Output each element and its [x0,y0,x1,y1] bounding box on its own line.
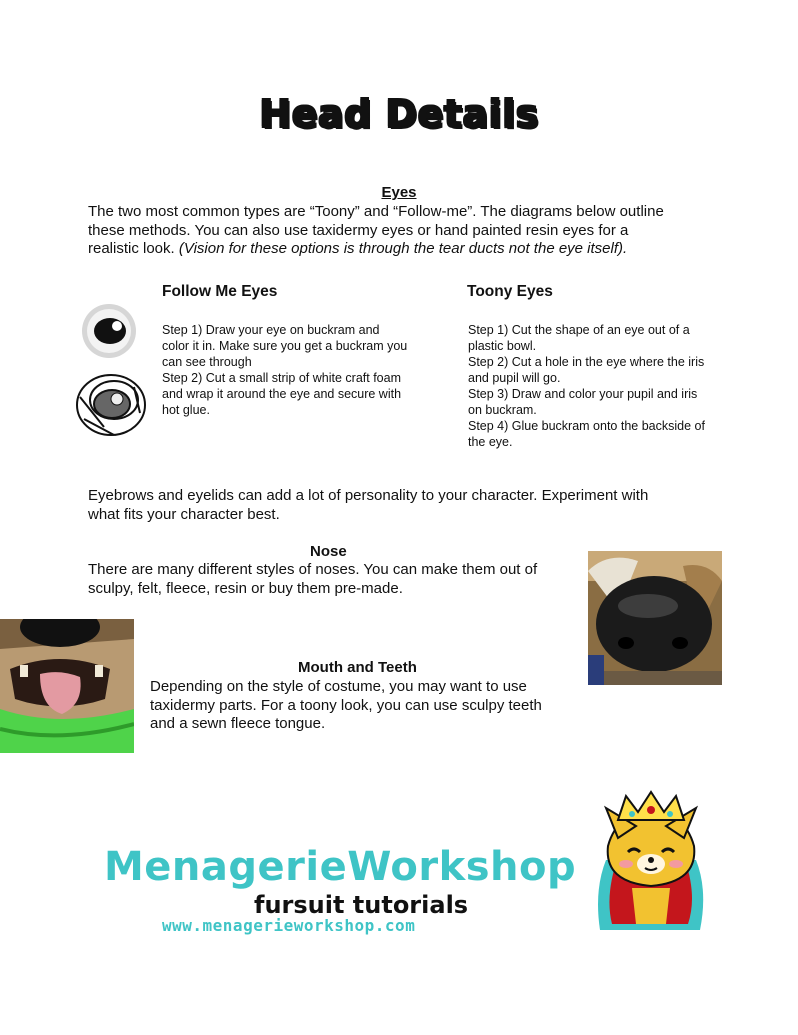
logo-wordmark: MenagerieWorkshop [104,844,577,890]
nose-heading: Nose [310,543,347,560]
follow-me-eye-foam-icon [74,367,152,439]
mouth-heading: Mouth and Teeth [298,659,417,676]
mouth-line: taxidermy parts. For a toony look, you can use sculpy teeth [150,696,542,714]
follow-me-eyes-title: Follow Me Eyes [162,283,278,300]
step-line: and pupil will go. [468,371,561,385]
eyes-intro-line: these methods. You can also use taxidermy eyes or hand painted resin eyes for a [88,221,629,239]
step-line: color it in. Make sure you get a buckram you [162,339,408,353]
step-line: Step 2) Cut a small strip of white craft foam [162,371,401,385]
step-line: the eye. [468,435,513,449]
step-line: Step 1) Draw your eye on buckram and [162,323,380,337]
toony-steps [468,322,768,450]
toony-eyes-title: Toony Eyes [467,283,553,300]
eyebrows-paragraph [88,487,768,524]
step-line: on buckram. [468,403,537,417]
mouth-photo [0,619,134,753]
eyebrows-line: what fits your character best. [88,505,280,523]
step-line: and wrap it around the eye and secure with [162,387,402,401]
nose-line: sculpy, felt, fleece, resin or buy them pre-made. [88,579,403,597]
eyes-intro-line: realistic look. (Vision for these options is through the tear ducts not the eye itself). [88,240,628,257]
step-line: plastic bowl. [468,339,537,353]
step-line: Step 2) Cut a hole in the eye where the iris [468,355,705,369]
step-line: hot glue. [162,403,210,417]
follow-me-steps [162,322,442,418]
mouth-line: Depending on the style of costume, you may want to use [150,678,527,695]
step-line: Step 1) Cut the shape of an eye out of a [468,323,690,337]
fox-mascot-icon [588,790,714,938]
mouth-paragraph [150,678,590,734]
page-title: Head Details [259,92,539,136]
logo-url: www.menagerieworkshop.com [162,916,416,935]
eyebrows-line: Eyebrows and eyelids can add a lot of personality to your character. Experiment with [88,487,649,504]
eyes-intro [88,203,768,259]
step-line: can see through [162,355,252,369]
step-line: Step 3) Draw and color your pupil and iris [468,387,698,401]
follow-me-eye-diagram-icon [80,302,138,360]
eyes-heading: Eyes [381,184,417,201]
logo-tagline: fursuit tutorials [254,891,469,919]
step-line: Step 4) Glue buckram onto the backside of [468,419,705,433]
nose-paragraph [88,561,578,598]
nose-photo [588,551,722,685]
nose-line: There are many different styles of noses. You can make them out of [88,561,538,578]
mouth-line: and a sewn fleece tongue. [150,715,326,732]
eyes-intro-line: The two most common types are “Toony” and “Follow-me”. The diagrams below outline [88,203,664,220]
